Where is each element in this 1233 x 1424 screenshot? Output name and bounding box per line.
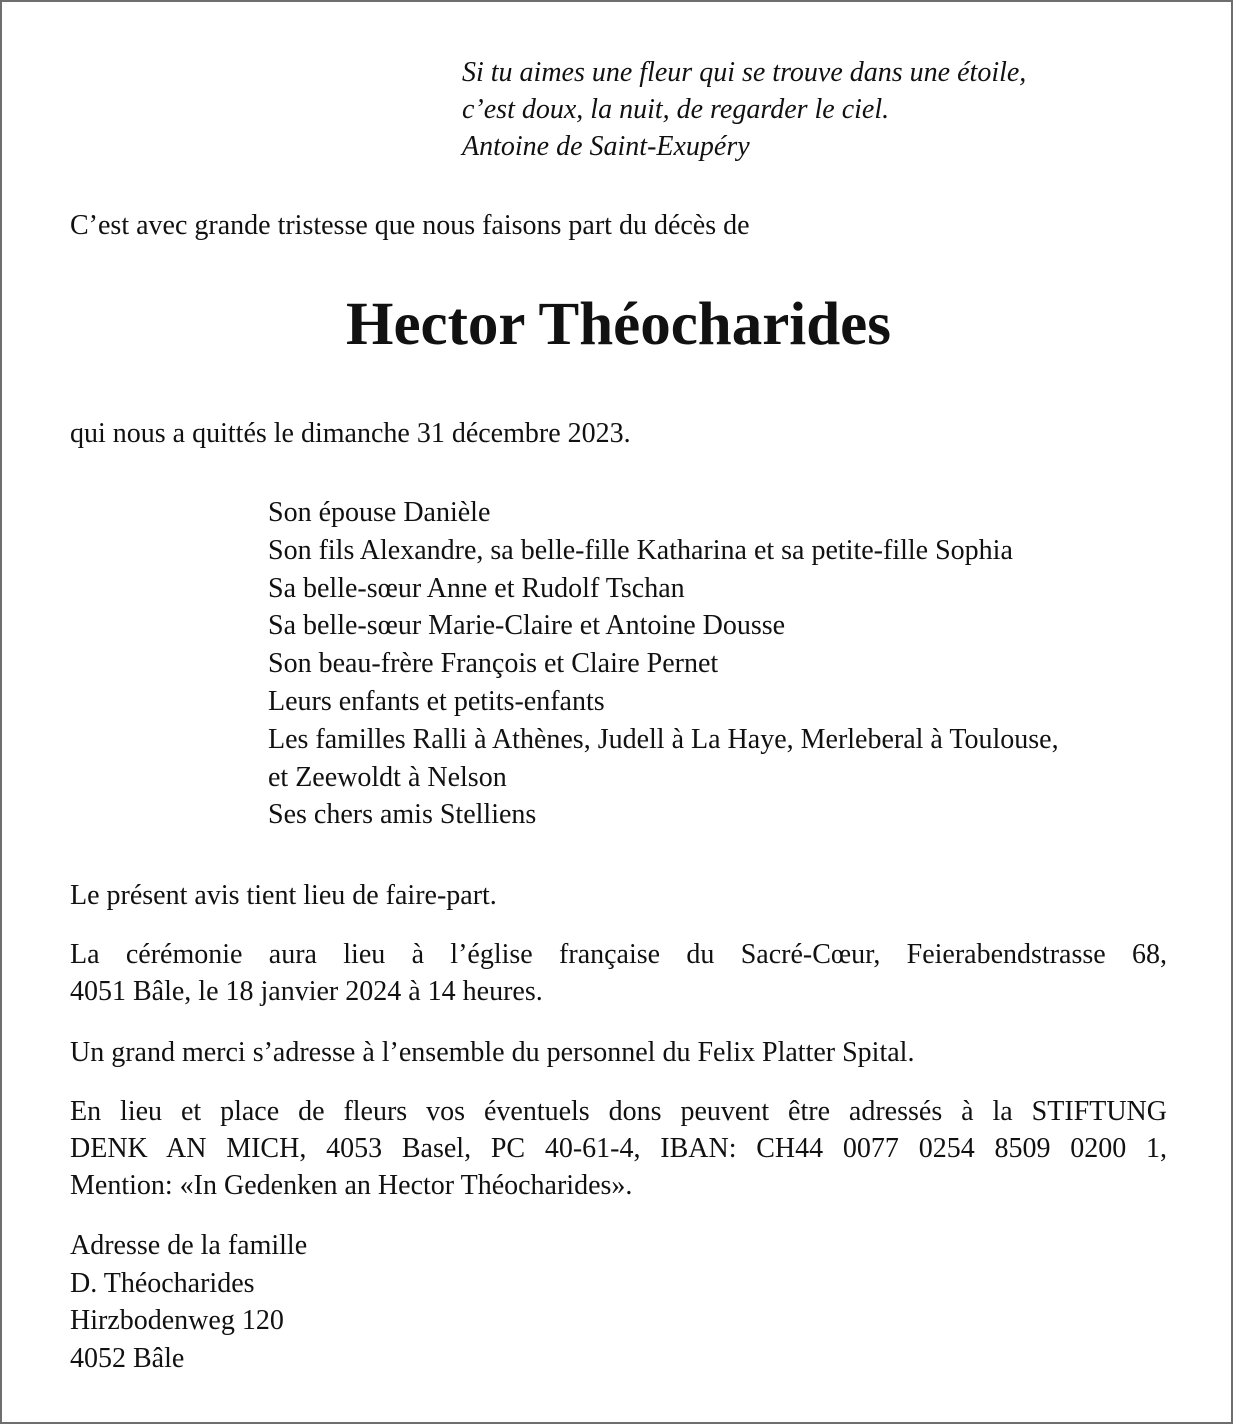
quote-line: c’est doux, la nuit, de regarder le ciel. (462, 94, 890, 125)
donations-paragraph (70, 1093, 1167, 1204)
family-line: Les familles Ralli à Athènes, Judell à La Haye, Merleberal à Toulouse, (268, 723, 1059, 755)
family-line: Son fils Alexandre, sa belle-fille Katharina et sa petite-fille Sophia (268, 534, 1013, 566)
quote-author: Antoine de Saint-Exupéry (462, 131, 750, 162)
notice-paragraph: Le présent avis tient lieu de faire-part. (70, 880, 497, 911)
intro-text: C’est avec grande tristesse que nous faisons part du décès de (70, 210, 750, 241)
quote-line: Si tu aimes une fleur qui se trouve dans une étoile, (462, 57, 1027, 88)
address-line: Adresse de la famille (70, 1230, 308, 1261)
ceremony-paragraph (70, 936, 1167, 1010)
family-address (70, 1227, 307, 1377)
ceremony-line: La cérémonie aura lieu à l’église française du Sacré-Cœur, Feierabendstrasse 68, (70, 939, 1167, 970)
address-line: Hirzbodenweg 120 (70, 1305, 284, 1336)
epigraph-quote (462, 54, 1026, 165)
donations-line: DENK AN MICH, 4053 Basel, PC 40-61-4, IBAN: CH44 0077 0254 8509 0200 1, (70, 1133, 1167, 1164)
address-line: 4052 Bâle (70, 1342, 185, 1374)
family-list (268, 494, 1059, 834)
family-line: Sa belle-sœur Anne et Rudolf Tschan (268, 572, 685, 604)
death-date-text: qui nous a quittés le dimanche 31 décembre 2023. (70, 418, 631, 449)
donations-line: En lieu et place de fleurs vos éventuels dons peuvent être adressés à la STIFTUNG (70, 1096, 1167, 1127)
family-line: Son beau-frère François et Claire Pernet (268, 648, 719, 680)
family-line: Sa belle-sœur Marie-Claire et Antoine Dousse (268, 610, 786, 642)
family-line: Ses chers amis Stelliens (268, 799, 537, 831)
family-line: et Zeewoldt à Nelson (268, 761, 507, 793)
deceased-name: Hector Théocharides (346, 291, 891, 358)
ceremony-line: 4051 Bâle, le 18 janvier 2024 à 14 heures. (70, 976, 543, 1007)
thanks-paragraph: Un grand merci s’adresse à l’ensemble du personnel du Felix Platter Spital. (70, 1037, 915, 1068)
address-line: D. Théocharides (70, 1267, 255, 1299)
family-line: Leurs enfants et petits-enfants (268, 685, 605, 717)
donations-line: Mention: «In Gedenken an Hector Théocharides». (70, 1170, 633, 1201)
family-line: Son épouse Danièle (268, 497, 491, 528)
